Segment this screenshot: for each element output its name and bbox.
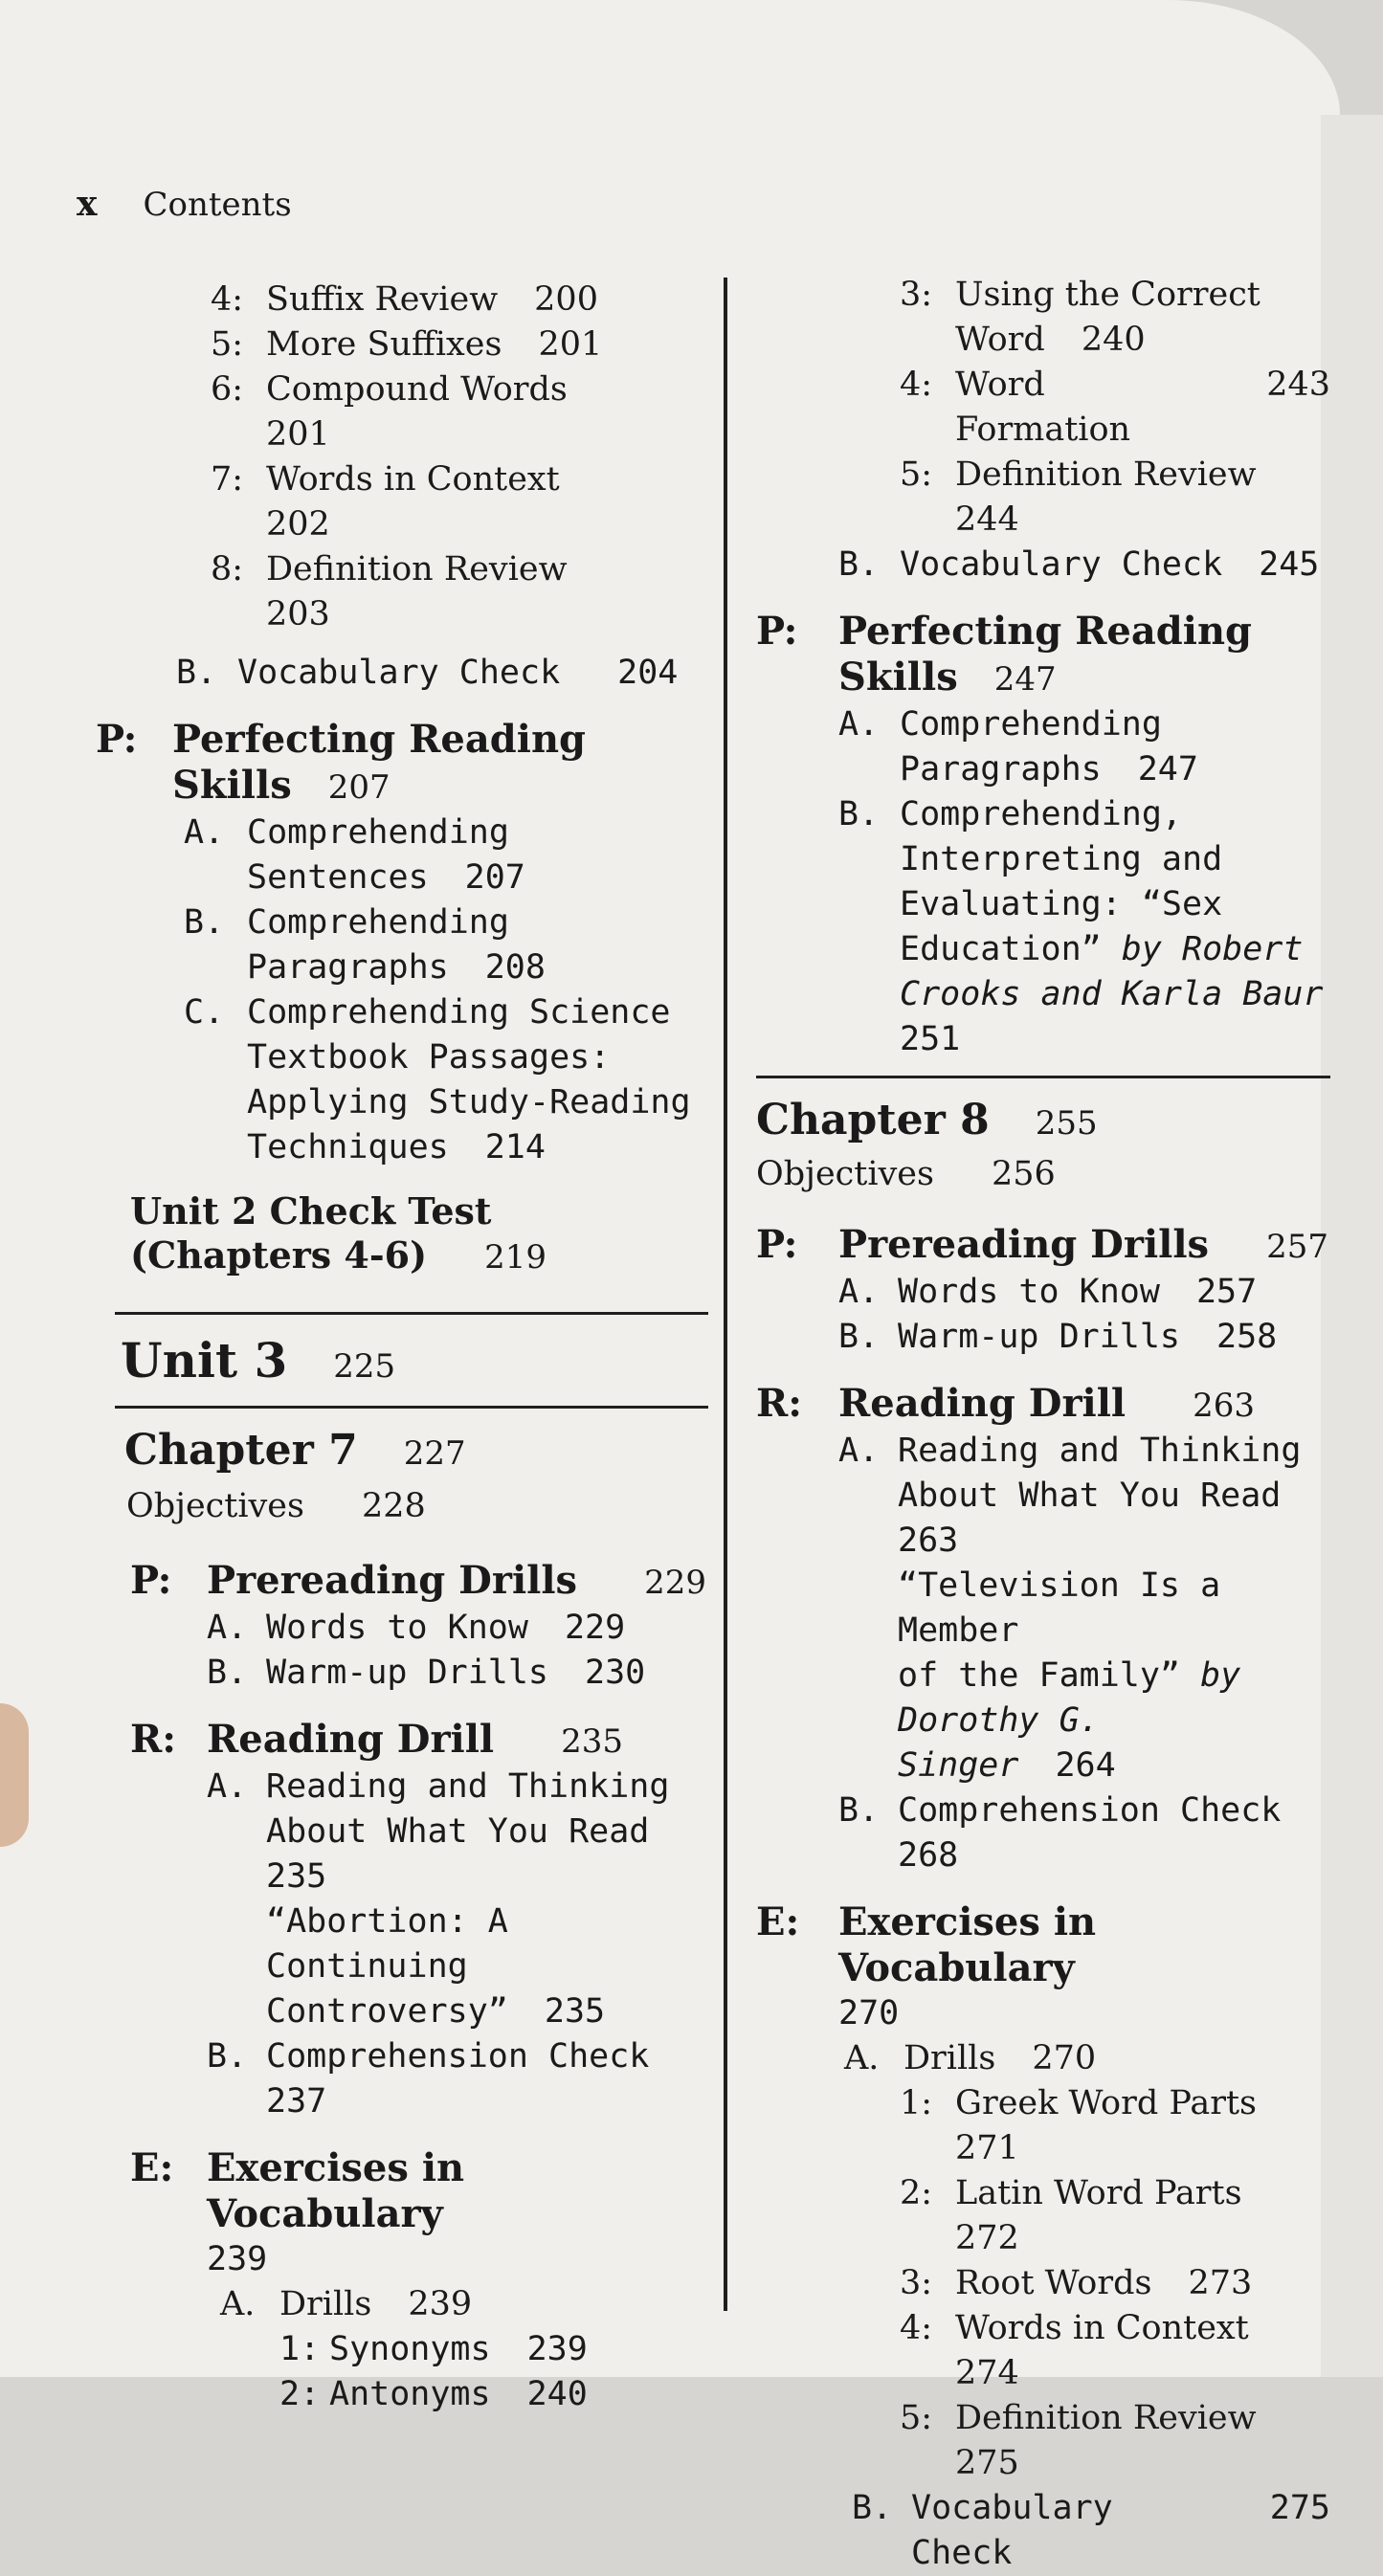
toc-entry: C. Comprehending Science Textbook Passages: Applying Study-Reading Techniques 214 xyxy=(184,993,691,1166)
exercises-page: 270 xyxy=(838,1994,900,2032)
section-prereading: P: Prereading Drills 257 xyxy=(756,1222,1328,1267)
toc-entry: B. Warm-up Drills 258 xyxy=(838,1318,1278,1356)
objectives-entry: Objectives 228 xyxy=(126,1487,426,1525)
thumb xyxy=(0,1703,29,1847)
toc-entry: 3: Root Words 273 xyxy=(900,2264,1253,2302)
page-numeral: x xyxy=(77,184,98,224)
toc-entry: 4: Suffix Review 200 xyxy=(211,280,598,319)
exercises-page: 239 xyxy=(207,2240,268,2278)
reading-items xyxy=(96,1765,708,2124)
vocab-check-entry: B. Vocabulary Check 275 xyxy=(852,2489,1330,2572)
toc-entry: A. Drills 239 xyxy=(220,2285,473,2323)
left-subitems xyxy=(96,278,708,637)
toc-entry: 4: Word Formation 243 xyxy=(900,366,1330,449)
section-perfecting: P: Perfecting Reading Skills 247 xyxy=(756,609,1253,700)
prereading-items xyxy=(96,1606,708,1696)
perfecting-items xyxy=(96,811,708,1170)
section-prereading: P: Prereading Drills 229 xyxy=(130,1558,706,1603)
toc-entry: 1: Greek Word Parts 271 xyxy=(900,2084,1257,2167)
rule xyxy=(115,1406,708,1409)
section-perfecting: P: Perfecting Reading Skills 207 xyxy=(96,717,587,808)
left-column xyxy=(96,278,708,2417)
chapter7-heading: Chapter 7 227 xyxy=(124,1426,466,1475)
toc-entry: 5: Definition Review 275 xyxy=(900,2399,1257,2482)
toc-entry: A. Comprehending Sentences 207 xyxy=(184,813,525,897)
toc-entry: B. Comprehending, Interpreting and Evaluating: “Sex Education” by Robert Crooks and Karla Baur 251 xyxy=(838,795,1324,1058)
running-title: Contents xyxy=(143,186,292,224)
toc-entry: A. Words to Know 257 xyxy=(838,1273,1258,1311)
toc-entry: B. Comprehension Check 237 xyxy=(207,2037,650,2121)
unit2-check-test: Unit 2 Check Test (Chapters 4-6) 219 xyxy=(130,1189,547,1277)
rule xyxy=(115,1312,708,1315)
toc-entry: B. Warm-up Drills 230 xyxy=(207,1654,646,1692)
toc-entry: 5: Definition Review 244 xyxy=(900,455,1257,539)
vocab-check-entry: B. Vocabulary Check 245 xyxy=(838,545,1320,584)
vocab-check-entry: B. Vocabulary Check 204 xyxy=(176,654,679,692)
right-subitems xyxy=(756,273,1330,543)
reading-items xyxy=(756,1429,1330,1878)
section-exercises: E: Exercises in Vocabulary xyxy=(130,2145,465,2236)
toc-entry: 2: Antonyms 240 xyxy=(279,2375,588,2413)
perfecting-items xyxy=(756,702,1330,1062)
toc-entry: A. Comprehending Paragraphs 247 xyxy=(838,705,1198,788)
toc-entry: B. Comprehension Check 268 xyxy=(838,1791,1282,1875)
toc-entry: 1: Synonyms 239 xyxy=(279,2330,588,2368)
toc-entry: A. Reading and Thinking About What You Read 263 “Television Is a Member of the Family” by Dorothy G. Singer 264 xyxy=(838,1432,1302,1785)
toc-entry: 5: More Suffixes 201 xyxy=(211,325,603,364)
exercise-items xyxy=(756,2081,1330,2486)
toc-entry: 7: Words in Context 202 xyxy=(211,460,560,544)
exercise-items xyxy=(96,2327,708,2417)
unit3-heading: Unit 3 225 xyxy=(121,1332,396,1388)
toc-entry: 8: Definition Review 203 xyxy=(211,550,568,633)
toc-entry: A. Reading and Thinking About What You Read 235 “Abortion: A Continuing Controversy” 235 xyxy=(207,1767,670,2031)
chapter8-heading: Chapter 8 255 xyxy=(756,1096,1098,1144)
right-column xyxy=(756,273,1330,2576)
toc-entry: A. Drills 270 xyxy=(844,2039,1097,2077)
section-exercises: E: Exercises in Vocabulary xyxy=(756,1899,1097,1990)
column-divider xyxy=(724,278,727,2311)
objectives-entry: Objectives 256 xyxy=(756,1155,1056,1193)
toc-entry: B. Comprehending Paragraphs 208 xyxy=(184,903,546,987)
section-reading: R: Reading Drill 235 xyxy=(130,1717,624,1762)
section-reading: R: Reading Drill 263 xyxy=(756,1381,1256,1426)
toc-entry: 3: Using the Correct Word 240 xyxy=(900,276,1260,359)
toc-entry: 6: Compound Words 201 xyxy=(211,370,568,454)
toc-entry: 2: Latin Word Parts 272 xyxy=(900,2174,1242,2257)
toc-entry: 4: Words in Context 274 xyxy=(900,2309,1249,2392)
prereading-items xyxy=(756,1270,1330,1360)
rule xyxy=(756,1076,1330,1078)
toc-entry: A. Words to Know 229 xyxy=(207,1609,626,1647)
page-header xyxy=(77,184,292,224)
